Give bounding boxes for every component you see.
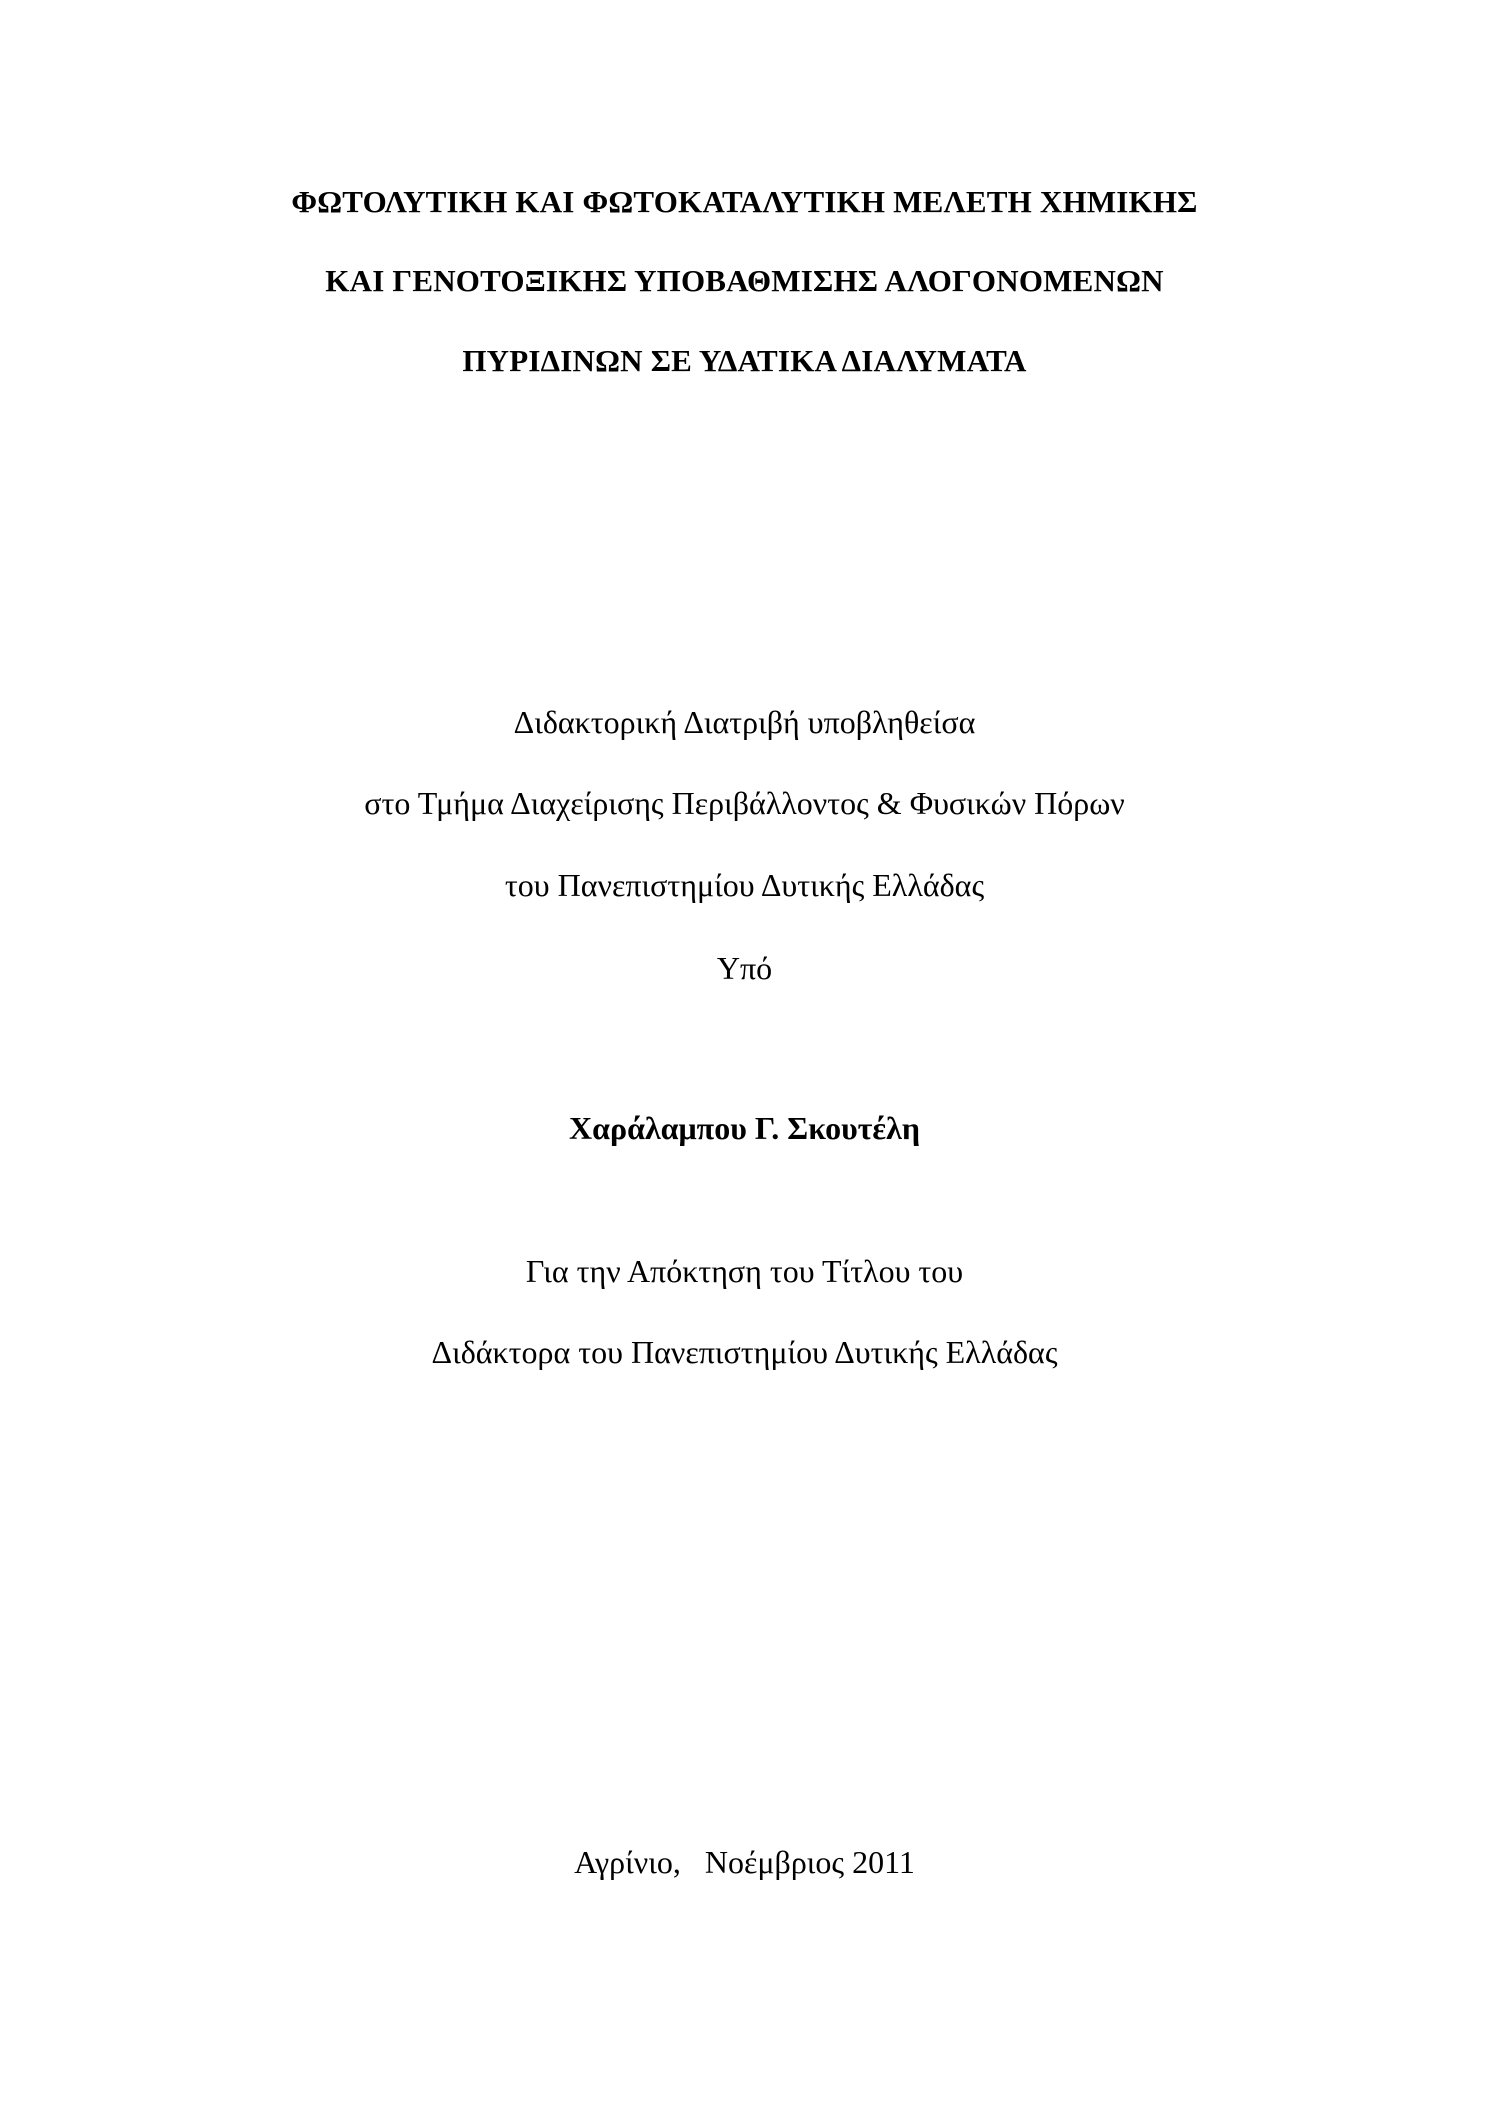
author-name: Χαράλαμπου Γ. Σκουτέλη — [569, 1110, 920, 1146]
place-and-date: Αγρίνιο, Νοέμβριος 2011 — [574, 1844, 915, 1880]
thesis-title-line-2: ΚΑΙ ΓΕΝΟΤΟΞΙΚΗΣ ΥΠΟΒΑΘΜΙΣΗΣ ΑΛΟΓΟΝΟΜΕΝΩΝ — [325, 263, 1164, 298]
submission-line-3: του Πανεπιστημίου Δυτικής Ελλάδας — [504, 867, 985, 903]
degree-line-1: Για την Απόκτηση του Τίτλου του — [525, 1253, 964, 1289]
degree-line-2: Διδάκτορα του Πανεπιστημίου Δυτικής Ελλάδας — [431, 1334, 1058, 1370]
thesis-title-line-3: ΠΥΡΙΔΙΝΩΝ ΣΕ ΥΔΑΤΙΚΑ ΔΙΑΛΥΜΑΤΑ — [462, 343, 1027, 378]
submission-line-2: στο Τμήμα Διαχείρισης Περιβάλλοντος & Φυσικών Πόρων — [364, 785, 1125, 821]
thesis-title-line-1: ΦΩΤΟΛΥΤΙΚΗ ΚΑΙ ΦΩΤΟΚΑΤΑΛΥΤΙΚΗ ΜΕΛΕΤΗ ΧΗΜΙΚΗΣ — [291, 184, 1198, 219]
submission-line-1: Διδακτορική Διατριβή υποβληθείσα — [513, 704, 976, 740]
submission-by: Υπό — [716, 950, 773, 986]
